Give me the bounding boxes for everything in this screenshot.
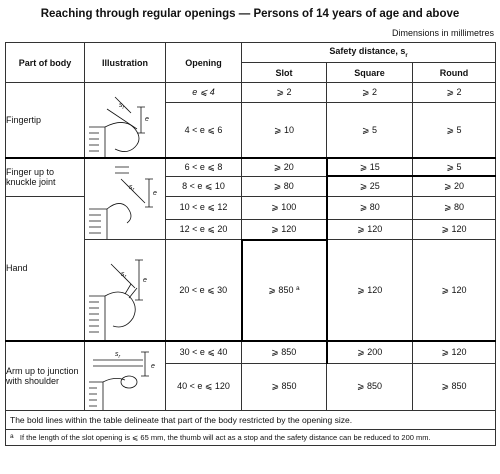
part-finger: Finger up to knuckle joint xyxy=(6,158,85,196)
square-cell: ⩾ 25 xyxy=(327,176,413,196)
header-illustration: Illustration xyxy=(85,43,166,83)
opening-cell: 12 < e ⩽ 20 xyxy=(166,220,242,240)
opening-cell: 4 < e ⩽ 6 xyxy=(166,103,242,158)
round-cell: ⩾ 80 xyxy=(413,196,496,220)
e-label: e xyxy=(153,190,157,197)
sr-label: $s_r$ xyxy=(129,184,135,193)
slot-cell: ⩾ 10 xyxy=(242,103,327,158)
slot-cell: ⩾ 100 xyxy=(242,196,327,220)
safety-distance-table xyxy=(5,42,496,446)
opening-cell: 30 < e ⩽ 40 xyxy=(166,341,242,363)
opening-cell: 10 < e ⩽ 12 xyxy=(166,196,242,220)
slot-cell: ⩾ 850 xyxy=(242,363,327,410)
hand-illustration xyxy=(85,240,166,342)
sr-label: $s_r$ xyxy=(115,351,121,360)
round-cell: ⩾ 2 xyxy=(413,83,496,103)
slot-cell: ⩾ 20 xyxy=(242,158,327,176)
sr-label: $s_r$ xyxy=(121,271,127,280)
opening-cell: 20 < e ⩽ 30 xyxy=(166,240,242,342)
opening-cell: 6 < e ⩽ 8 xyxy=(166,158,242,176)
round-cell: ⩾ 20 xyxy=(413,176,496,196)
e-label: e xyxy=(145,116,149,123)
hand-drawing xyxy=(85,240,164,340)
square-cell: ⩾ 120 xyxy=(327,220,413,240)
footnote-a: a If the length of the slot opening is ⩽ 65 mm, the thumb will act as a stop and the safety distance can be reduced to 200 mm. xyxy=(6,430,496,446)
part-arm: Arm up to junction with shoulder xyxy=(6,341,85,411)
round-cell: ⩾ 5 xyxy=(413,103,496,158)
e-label: e xyxy=(151,363,155,370)
header-square: Square xyxy=(327,63,413,83)
round-cell: ⩾ 120 xyxy=(413,341,496,363)
arm-illustration xyxy=(85,341,166,411)
slot-cell: ⩾ 850 xyxy=(242,341,327,363)
square-cell: ⩾ 200 xyxy=(327,341,413,363)
header-safety-distance: Safety distance, $s_r$ xyxy=(242,43,496,63)
round-cell: ⩾ 120 xyxy=(413,240,496,342)
header-opening: Opening xyxy=(166,43,242,83)
part-hand: Hand xyxy=(6,196,85,341)
opening-cell: e ⩽ 4 xyxy=(166,83,242,103)
header-part: Part of body xyxy=(6,43,85,83)
opening-cell: 8 < e ⩽ 10 xyxy=(166,176,242,196)
arm-drawing xyxy=(85,342,164,410)
part-fingertip: Fingertip xyxy=(6,83,85,159)
finger-drawing xyxy=(85,159,164,239)
opening-cell: 40 < e ⩽ 120 xyxy=(166,363,242,410)
square-cell: ⩾ 850 xyxy=(327,363,413,410)
e-label: e xyxy=(143,277,147,284)
square-cell: ⩾ 15 xyxy=(327,158,413,176)
square-cell: ⩾ 120 xyxy=(327,240,413,342)
square-cell: ⩾ 2 xyxy=(327,83,413,103)
sr-label: $s_r$ xyxy=(119,102,125,111)
finger-illustration xyxy=(85,158,166,240)
slot-cell: ⩾ 850 $^a$ xyxy=(242,240,327,342)
dimensions-note: Dimensions in millimetres xyxy=(391,28,494,38)
footnote-bold-lines: The bold lines within the table delineate that part of the body restricted by the opening size. xyxy=(6,411,496,430)
slot-cell: ⩾ 80 xyxy=(242,176,327,196)
fingertip-drawing xyxy=(85,83,164,157)
fingertip-illustration xyxy=(85,83,166,159)
page-title: Reaching through regular openings — Persons of 14 years of age and above xyxy=(40,8,460,20)
round-cell: ⩾ 5 xyxy=(413,158,496,176)
round-cell: ⩾ 120 xyxy=(413,220,496,240)
square-cell: ⩾ 5 xyxy=(327,103,413,158)
header-round: Round xyxy=(413,63,496,83)
square-cell: ⩾ 80 xyxy=(327,196,413,220)
slot-cell: ⩾ 2 xyxy=(242,83,327,103)
round-cell: ⩾ 850 xyxy=(413,363,496,410)
header-slot: Slot xyxy=(242,63,327,83)
slot-cell: ⩾ 120 xyxy=(242,220,327,240)
